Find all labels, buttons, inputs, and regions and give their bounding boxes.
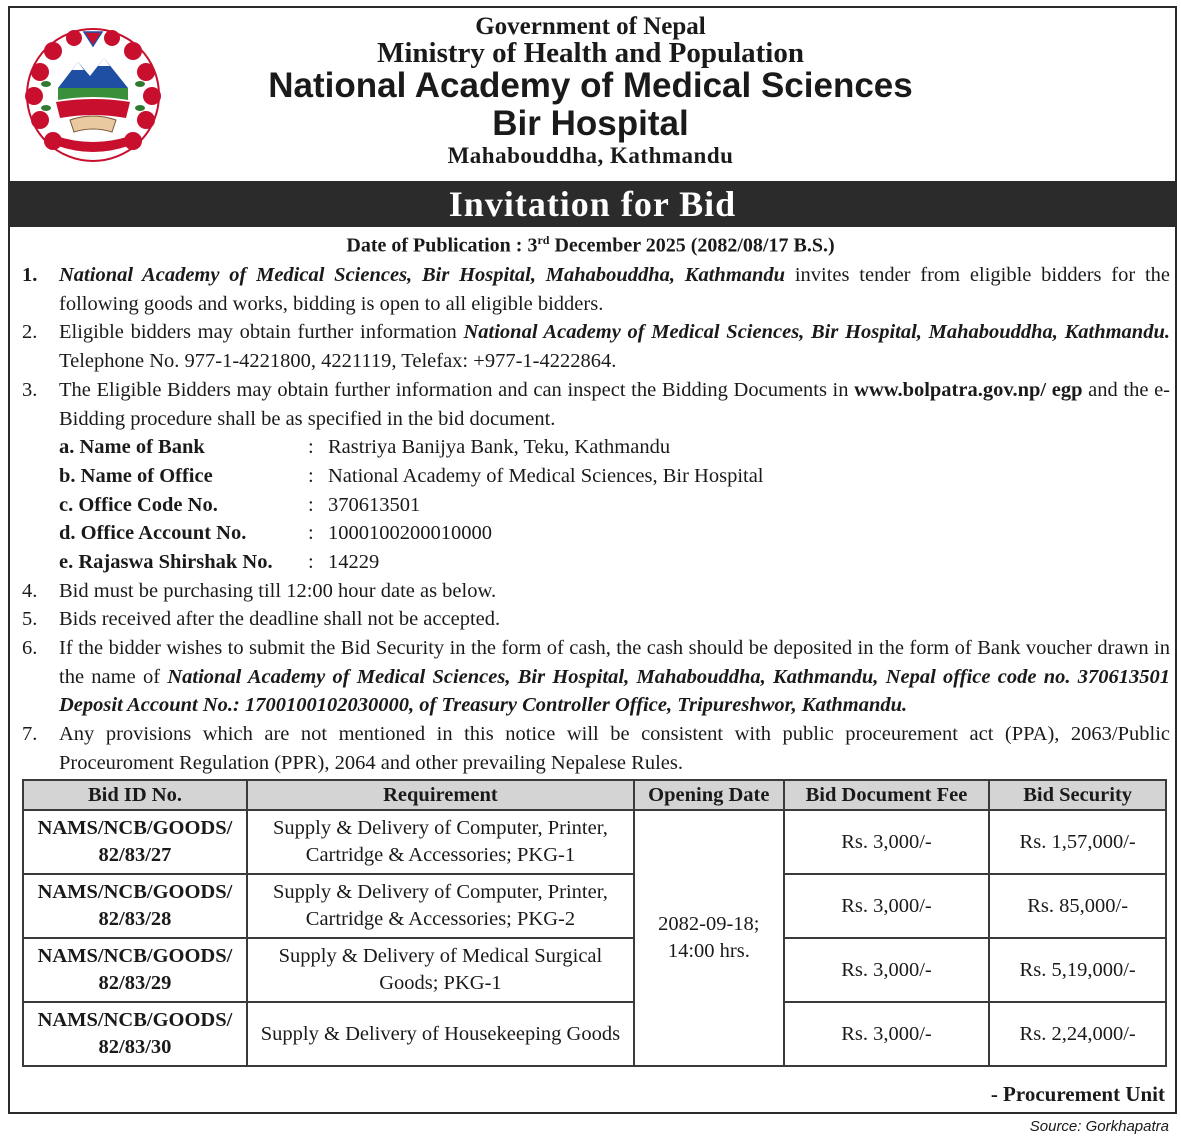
- col-bid-id: Bid ID No.: [23, 780, 247, 810]
- hospital-title: Bir Hospital: [492, 104, 689, 143]
- bolpatra-link[interactable]: www.bolpatra.gov.np/ egp: [854, 378, 1083, 401]
- security-cell: Rs. 5,19,000/-: [989, 938, 1166, 1002]
- clause-2: 2. Eligible bidders may obtain further information National Academy of Medical Sciences, Bir Hospital, Mahabouddha, Kathmandu. Telephone No. 977-1-4221800, 4221119, Telefax: +977-1-4222864.: [22, 321, 1170, 373]
- detail-account: d. Office Account No. : 1000100200010000: [59, 522, 492, 545]
- fee-cell: Rs. 3,000/-: [784, 810, 990, 874]
- requirement-cell: Supply & Delivery of Computer, Printer, Cartridge & Accessories; PKG-2: [247, 874, 634, 938]
- security-cell: Rs. 85,000/-: [989, 874, 1166, 938]
- bid-id-cell: NAMS/NCB/GOODS/ 82/83/29: [23, 938, 247, 1002]
- clause-7: 7. Any provisions which are not mentioned in this notice will be consistent with public proceurement act (PPA), 2063/Public Proceuroment Regulation (PPR), 2064 and other prevailing Nepalese Rules.: [22, 723, 1170, 774]
- security-cell: Rs. 1,57,000/-: [989, 810, 1166, 874]
- ministry-title: Ministry of Health and Population: [377, 37, 804, 69]
- requirement-cell: Supply & Delivery of Computer, Printer, Cartridge & Accessories; PKG-1: [247, 810, 634, 874]
- fee-cell: Rs. 3,000/-: [784, 874, 990, 938]
- location-title: Mahabouddha, Kathmandu: [447, 143, 734, 168]
- fee-cell: Rs. 3,000/-: [784, 938, 990, 1002]
- table-header-row: [23, 780, 1166, 810]
- clause-6: 6. If the bidder wishes to submit the Bid Security in the form of cash, the cash should be deposited in the form of Bank voucher drawn in the name of National Academy of Medical Sciences, Bir Hospital, Mahabouddha, Kathmandu, Nepal office code no. 370613501 Deposit Account No.: 1700100102030000, of Treasury Controller Office, Tripureshwor, Kathmandu.: [22, 637, 1170, 717]
- table-row: [23, 810, 1166, 874]
- clause-5: 5. Bids received after the deadline shall not be accepted.: [22, 608, 501, 631]
- academy-title: National Academy of Medical Sciences: [268, 66, 913, 105]
- table-row: [23, 874, 1166, 938]
- source-credit: Source: Gorkhapatra: [1029, 1118, 1169, 1135]
- publication-date: Date of Publication : 3rd December 2025 (2082/08/17 B.S.): [346, 233, 835, 257]
- requirement-cell: Supply & Delivery of Housekeeping Goods: [247, 1002, 634, 1066]
- detail-office: b. Name of Office : National Academy of Medical Sciences, Bir Hospital: [59, 464, 764, 487]
- col-opening-date: Opening Date: [634, 780, 784, 810]
- invitation-banner: Invitation for Bid: [10, 181, 1175, 227]
- detail-rajaswa: e. Rajaswa Shirshak No. : 14229: [59, 550, 380, 573]
- detail-office-code: c. Office Code No. : 370613501: [59, 493, 421, 516]
- clause-1: 1. National Academy of Medical Sciences, Bir Hospital, Mahabouddha, Kathmandu invites tender from eligible bidders for the following goods and works, bidding is open to all eligible bidders.: [22, 264, 1170, 315]
- col-bid-security: Bid Security: [989, 780, 1166, 810]
- requirement-cell: Supply & Delivery of Medical Surgical Goods; PKG-1: [247, 938, 634, 1002]
- bid-table: [22, 779, 1167, 1067]
- table-row: [23, 938, 1166, 1002]
- detail-bank: a. Name of Bank : Rastriya Banijya Bank, Teku, Kathmandu: [59, 436, 671, 459]
- opening-date-cell: 2082-09-18; 14:00 hrs.: [634, 810, 784, 1066]
- table-row: [23, 1002, 1166, 1066]
- col-doc-fee: Bid Document Fee: [784, 780, 990, 810]
- bid-id-cell: NAMS/NCB/GOODS/ 82/83/28: [23, 874, 247, 938]
- notice-body: [22, 261, 1170, 778]
- clause-3: 3. The Eligible Bidders may obtain further information and can inspect the Bidding Documents in www.bolpatra.gov.np/ egp and the e-Bidding procedure shall be as specified in the bid document.: [22, 378, 1170, 430]
- government-title: Government of Nepal: [475, 13, 706, 40]
- bid-id-cell: NAMS/NCB/GOODS/ 82/83/27: [23, 810, 247, 874]
- col-requirement: Requirement: [247, 780, 634, 810]
- bid-id-cell: NAMS/NCB/GOODS/ 82/83/30: [23, 1002, 247, 1066]
- security-cell: Rs. 2,24,000/-: [989, 1002, 1166, 1066]
- procurement-unit-signature: - Procurement Unit: [990, 1082, 1165, 1106]
- clause-4: 4. Bid must be purchasing till 12:00 hour date as below.: [22, 579, 497, 602]
- fee-cell: Rs. 3,000/-: [784, 1002, 990, 1066]
